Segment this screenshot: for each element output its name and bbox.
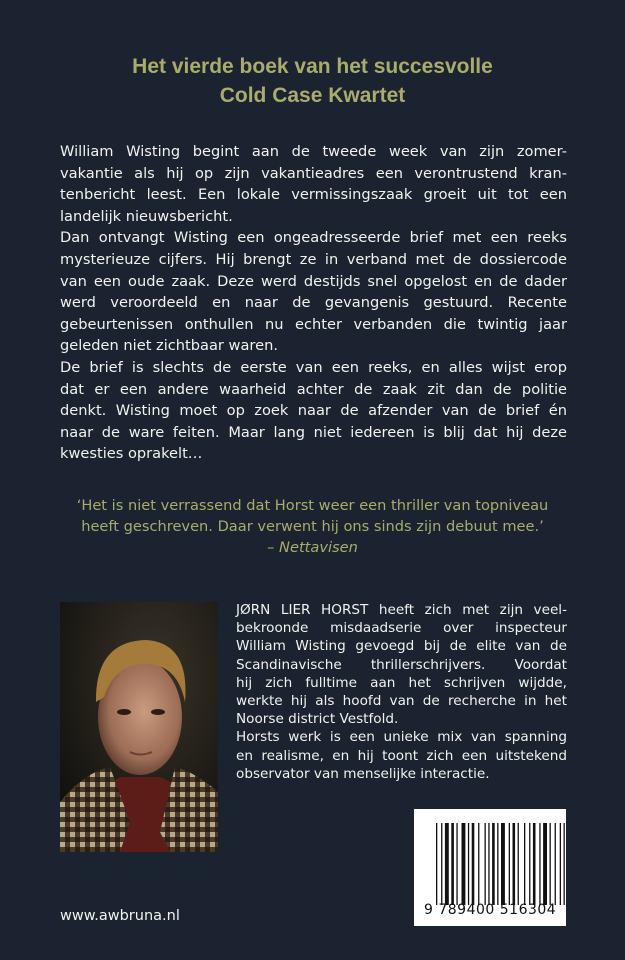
barcode-bar	[509, 823, 510, 905]
headline	[0, 52, 625, 110]
barcode-bar	[550, 823, 551, 905]
barcode-bar	[478, 823, 479, 905]
barcode-bar	[456, 823, 457, 905]
blurb	[60, 141, 567, 465]
blurb-line: tenbericht leest. Een lokale vermissingszaak groeit uit tot een	[60, 186, 567, 204]
publisher-website[interactable]: www.awbruna.nl	[60, 908, 180, 924]
bio-line: JØRN LIER HORST heeft zich met zijn veel-	[236, 602, 567, 618]
bio-line: Noorse district Vestfold.	[236, 711, 399, 728]
blurb-line: van een oude zaak. Deze werd destijds snel opgelost en de dader	[60, 272, 567, 290]
bio-line: William Wisting gevoegd bij de elite van de	[236, 638, 567, 655]
barcode-bar	[560, 823, 561, 905]
barcode-bar	[497, 823, 498, 905]
blurb-line: gebeurtenissen onthullen nu echter verbanden die twintig jaar	[60, 315, 567, 333]
barcode-bar	[529, 823, 530, 905]
blurb-line: naar de ware feiten. Maar lang niet iedereen is blij dat hij deze	[60, 423, 567, 441]
barcode-bar	[539, 823, 540, 905]
author-photo	[60, 602, 218, 852]
bio-line: observator van menselijke interactie.	[236, 765, 490, 782]
barcode-bar	[485, 823, 486, 905]
barcode-bar	[518, 823, 519, 905]
barcode-bar	[543, 823, 547, 905]
barcode-bar	[524, 823, 525, 905]
barcode-bar	[488, 823, 489, 905]
bio-line: en realisme, en hij toont zich een uitstekend	[236, 747, 567, 764]
quote-source: – Nettavisen	[267, 539, 358, 556]
isbn-number: 9 789400 516304	[424, 902, 557, 918]
bio-line: hij zich fulltime aan het schrijven wijdde,	[236, 674, 567, 691]
bio-line: Horsts werk is een unieke mix van spanning	[236, 729, 567, 746]
blurb-line: kwesties oprakelt…	[60, 445, 203, 463]
headline-line: Cold Case Kwartet	[219, 84, 406, 107]
blurb-line: mysterieuze cijfers. Hij brengt ze in verband met de dossiercode	[60, 250, 567, 268]
blurb-line: Dan ontvangt Wisting een ongeadresseerde brief met een reeks	[60, 229, 567, 247]
barcode-bar	[441, 823, 442, 905]
blurb-line: De brief is slechts de eerste van een reeks, en alles wijst erop	[60, 358, 567, 376]
barcode-bar	[492, 823, 495, 905]
barcode-bar	[501, 823, 505, 905]
barcode-bar	[564, 823, 565, 905]
bio-line: bekroonde misdaadserie over inspecteur	[236, 620, 567, 637]
barcode-bar	[445, 823, 449, 905]
bio-line: Scandinavische thrillerschrijvers. Voordat	[236, 656, 567, 673]
barcode-bar	[513, 823, 516, 905]
blurb-line: landelijk nieuwsbericht.	[60, 207, 233, 225]
barcode-bar	[555, 823, 556, 905]
isbn-barcode	[414, 809, 566, 926]
blurb-line: dat er een andere waarheid achter de zaak zit dan de politie	[60, 380, 567, 398]
review-quote	[40, 495, 585, 558]
blurb-line: vakantie als hij op zijn vakantieadres een verontrustend kran-	[60, 164, 567, 182]
quote-line: heeft geschreven. Daar verwent hij ons sinds zijn debuut mee.’	[81, 518, 544, 535]
barcode-bar	[436, 823, 437, 905]
blurb-line: denkt. Wisting moet op zoek naar de afzender van de brief én	[60, 402, 567, 420]
barcode-bar	[462, 823, 466, 905]
barcode-bar	[468, 823, 469, 905]
quote-line: ‘Het is niet verrassend dat Horst weer een thriller van topniveau	[76, 497, 549, 514]
author-bio	[236, 601, 567, 783]
blurb-line: werd veroordeeld en naar de gevangenis gestuurd. Recente	[60, 294, 567, 312]
headline-line: Het vierde boek van het succesvolle	[132, 55, 493, 78]
bio-line: werkte hij als hoofd van de recherche in het	[236, 693, 567, 710]
blurb-line: geleden niet zichtbaar waren.	[60, 337, 278, 355]
barcode-bar	[533, 823, 536, 905]
barcode-bar	[472, 823, 475, 905]
barcode-bar	[451, 823, 454, 905]
blurb-line: William Wisting begint aan de tweede week van zijn zomer-	[60, 143, 567, 160]
